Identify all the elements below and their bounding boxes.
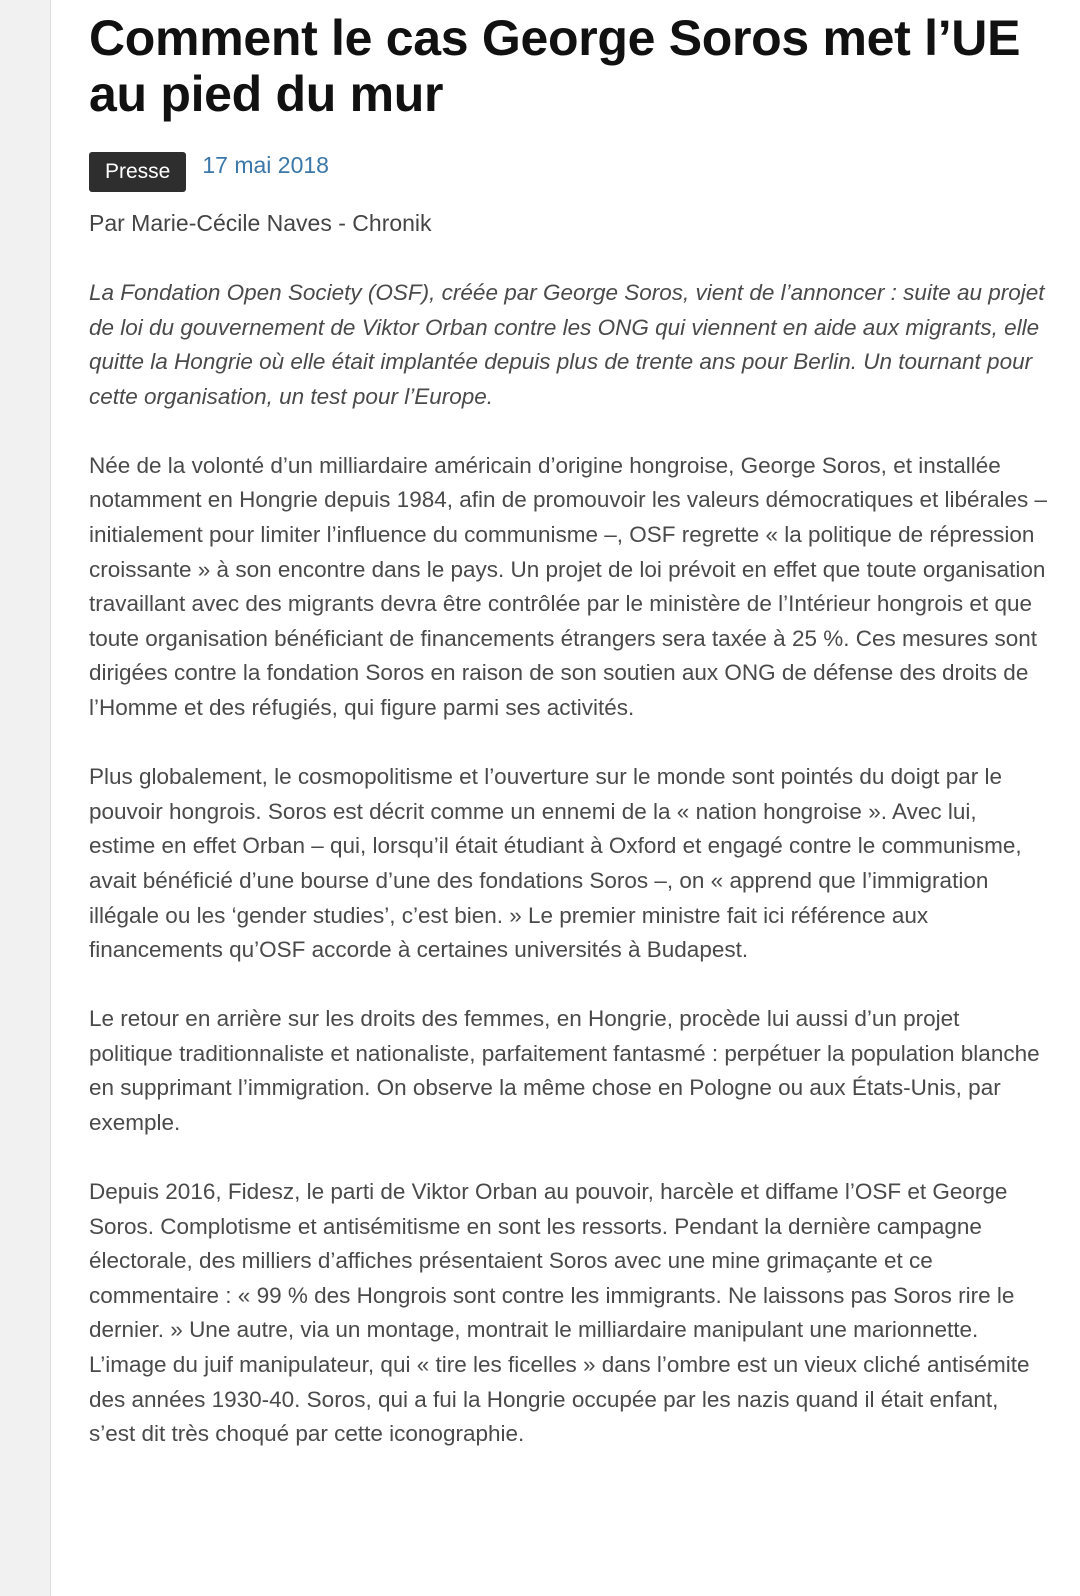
article-content <box>89 10 1049 1486</box>
byline: Par Marie-Cécile Naves - Chronik <box>89 210 432 236</box>
lead-paragraph: La Fondation Open Society (OSF), créée par George Soros, vient de l’annoncer : suite au projet de loi du gouvernement de Viktor Orban contre les ONG qui viennent en aide aux migrants, elle quitte la Hongrie où elle était implantée depuis plus de trente ans pour Berlin. Un tournant pour cette organisation, un test pour l’Europe. <box>89 280 1045 409</box>
article-meta <box>89 150 1049 192</box>
article-title: Comment le cas George Soros met l’UE au pied du mur <box>89 10 1021 122</box>
body-paragraph: Plus globalement, le cosmopolitisme et l’ouverture sur le monde sont pointés du doigt par le pouvoir hongrois. Soros est décrit comme un ennemi de la « nation hongroise ». Avec lui, estime en effet Orban – qui, lorsqu’il était étudiant à Oxford et engagé contre le communisme, avait bénéficié d’une bourse d’une des fondations Soros –, on « apprend que l’immigration illégale ou les ‘gender studies’, c’est bien. » Le premier ministre fait ici référence aux financements qu’OSF accorde à certaines universités à Budapest. <box>89 764 1022 963</box>
category-badge[interactable]: Presse <box>89 152 186 192</box>
article-page <box>50 0 1080 1596</box>
body-paragraph: Depuis 2016, Fidesz, le parti de Viktor Orban au pouvoir, harcèle et diffame l’OSF et George Soros. Complotisme et antisémitisme en sont les ressorts. Pendant la dernière campagne électorale, des milliers d’affiches présentaient Soros avec une mine grimaçante et ce commentaire : « 99 % des Hongrois sont contre les immigrants. Ne laissons pas Soros rire le dernier. » Une autre, via un montage, montrait le milliardaire manipulant une marionnette. L’image du juif manipulateur, qui « tire les ficelles » dans l’ombre est un vieux cliché antisémite des années 1930-40. Soros, qui a fui la Hongrie occupée par les nazis quand il était enfant, s’est dit très choqué par cette iconographie. <box>89 1179 1030 1447</box>
publication-date: 17 mai 2018 <box>202 152 329 178</box>
body-paragraph: Née de la volonté d’un milliardaire américain d’origine hongroise, George Soros, et installée notamment en Hongrie depuis 1984, afin de promouvoir les valeurs démocratiques et libérales – initialement pour limiter l’influence du communisme –, OSF regrette « la politique de répression croissante » à son encontre dans le pays. Un projet de loi prévoit en effet que toute organisation travaillant avec des migrants devra être contrôlée par le ministère de l’Intérieur hongrois et que toute organisation bénéficiant de financements étrangers sera taxée à 25 %. Ces mesures sont dirigées contre la fondation Soros en raison de son soutien aux ONG de défense des droits de l’Homme et des réfugiés, qui figure parmi ses activités. <box>89 452 1048 721</box>
body-paragraph: Le retour en arrière sur les droits des femmes, en Hongrie, procède lui aussi d’un projet politique traditionnaliste et nationaliste, parfaitement fantasmé : perpétuer la population blanche en supprimant l’immigration. On observe la même chose en Pologne ou aux États-Unis, par exemple. <box>89 1006 1040 1135</box>
article-body <box>89 276 1049 1452</box>
